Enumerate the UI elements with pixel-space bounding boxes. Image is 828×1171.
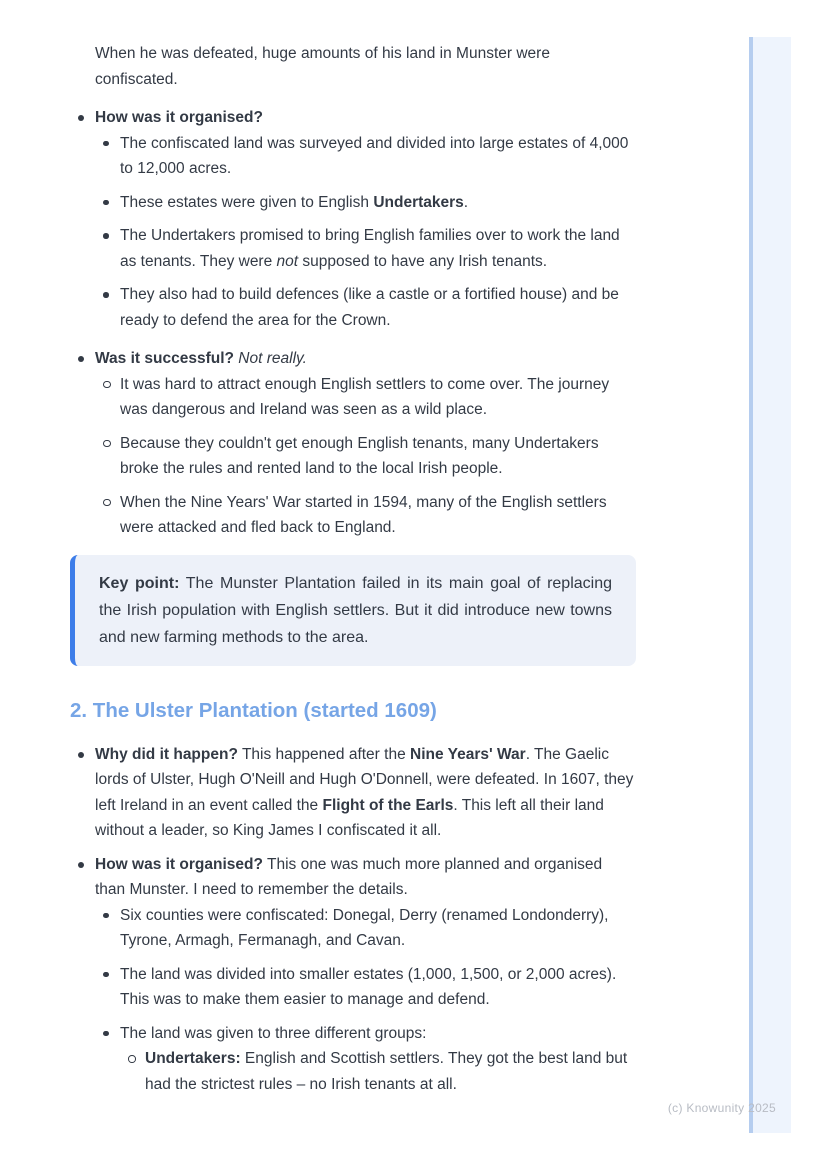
bullet-icon	[78, 862, 84, 868]
intro-paragraph: When he was defeated, huge amounts of his land in Munster were confiscated.	[95, 45, 550, 88]
list-item-text: How was it organised? This one was much more planned and organised than Munster. I need to remember the details.	[95, 855, 603, 898]
list-item	[95, 490, 636, 541]
bullet-icon	[78, 115, 84, 121]
list-item-text: The Undertakers promised to bring English families over to work the land as tenants. They were not supposed to have any Irish tenants.	[120, 227, 620, 270]
list-item-text: The land was divided into smaller estates (1,000, 1,500, or 2,000 acres). This was to make them easier to manage and defend.	[120, 965, 617, 1008]
key-point-callout: Key point: The Munster Plantation failed in its main goal of replacing the Irish population with English settlers. But it did introduce new towns and new farming methods to the area.	[70, 555, 636, 666]
bullet-icon	[103, 292, 109, 298]
section-heading-ulster: 2. The Ulster Plantation (started 1609)	[70, 698, 437, 722]
notes-content	[70, 41, 636, 1097]
hollow-bullet-icon	[128, 1055, 136, 1063]
list-item-text: Undertakers: English and Scottish settlers. They got the best land but had the strictest rules – no Irish tenants at all.	[145, 1050, 628, 1093]
bullet-icon	[78, 752, 84, 758]
sublist	[95, 372, 636, 541]
hollow-bullet-icon	[103, 499, 111, 507]
list-item-why-happen	[70, 742, 636, 844]
sublist	[95, 131, 636, 334]
hollow-bullet-icon	[103, 381, 111, 389]
list-item-text: When the Nine Years' War started in 1594, many of the English settlers were attacked and fled back to England.	[120, 493, 607, 536]
list-item-text: Six counties were confiscated: Donegal, Derry (renamed Londonderry), Tyrone, Armagh, Fermanagh, and Cavan.	[120, 906, 609, 949]
list-item	[95, 282, 636, 333]
list-item	[95, 431, 636, 482]
list-item	[95, 131, 636, 182]
list-item-text: Why did it happen? This happened after the Nine Years' War. The Gaelic lords of Ulster, Hugh O'Neill and Hugh O'Donnell, were defeated. In 1607, they left Ireland in an event called the Flight of the Earls. This left all their land without a leader, so King James I confiscated it all.	[95, 745, 634, 839]
list-item-text: How was it organised?	[95, 109, 263, 126]
list-item	[95, 962, 636, 1013]
list-item-text: It was hard to attract enough English settlers to come over. The journey was dangerous and Ireland was seen as a wild place.	[120, 375, 610, 418]
list-item-was-successful	[70, 346, 636, 541]
list-item-ulster-organised	[70, 852, 636, 1098]
bullet-icon	[103, 913, 109, 919]
page-edge-panel	[749, 37, 791, 1133]
hollow-bullet-icon	[103, 440, 111, 448]
list-item-text: The confiscated land was surveyed and divided into large estates of 4,000 to 12,000 acres.	[120, 134, 629, 177]
list-item-text: Was it successful? Not really.	[95, 350, 307, 367]
list-item	[95, 903, 636, 954]
list-item-text: These estates were given to English Undertakers.	[120, 193, 469, 211]
bullet-icon	[103, 1031, 109, 1037]
bullet-icon	[103, 233, 109, 239]
list-item-text: They also had to build defences (like a castle or a fortified house) and be ready to defend the area for the Crown.	[120, 286, 619, 329]
bullet-icon	[78, 356, 84, 362]
list-item-text: Because they couldn't get enough English tenants, many Undertakers broke the rules and rented land to the local Irish people.	[120, 434, 599, 477]
list-item	[95, 372, 636, 423]
list-item-text: The land was given to three different groups:	[120, 1024, 427, 1042]
bullet-icon	[103, 200, 109, 206]
sublist	[95, 903, 636, 1098]
list-item	[95, 223, 636, 274]
bullet-icon	[103, 972, 109, 978]
watermark: (c) Knowunity 2025	[667, 1101, 776, 1115]
sublist	[120, 1046, 636, 1097]
list-item-how-organised	[70, 105, 636, 333]
list-item	[95, 190, 636, 216]
list-item	[120, 1046, 636, 1097]
bullet-icon	[103, 141, 109, 147]
list-item	[95, 1021, 636, 1098]
